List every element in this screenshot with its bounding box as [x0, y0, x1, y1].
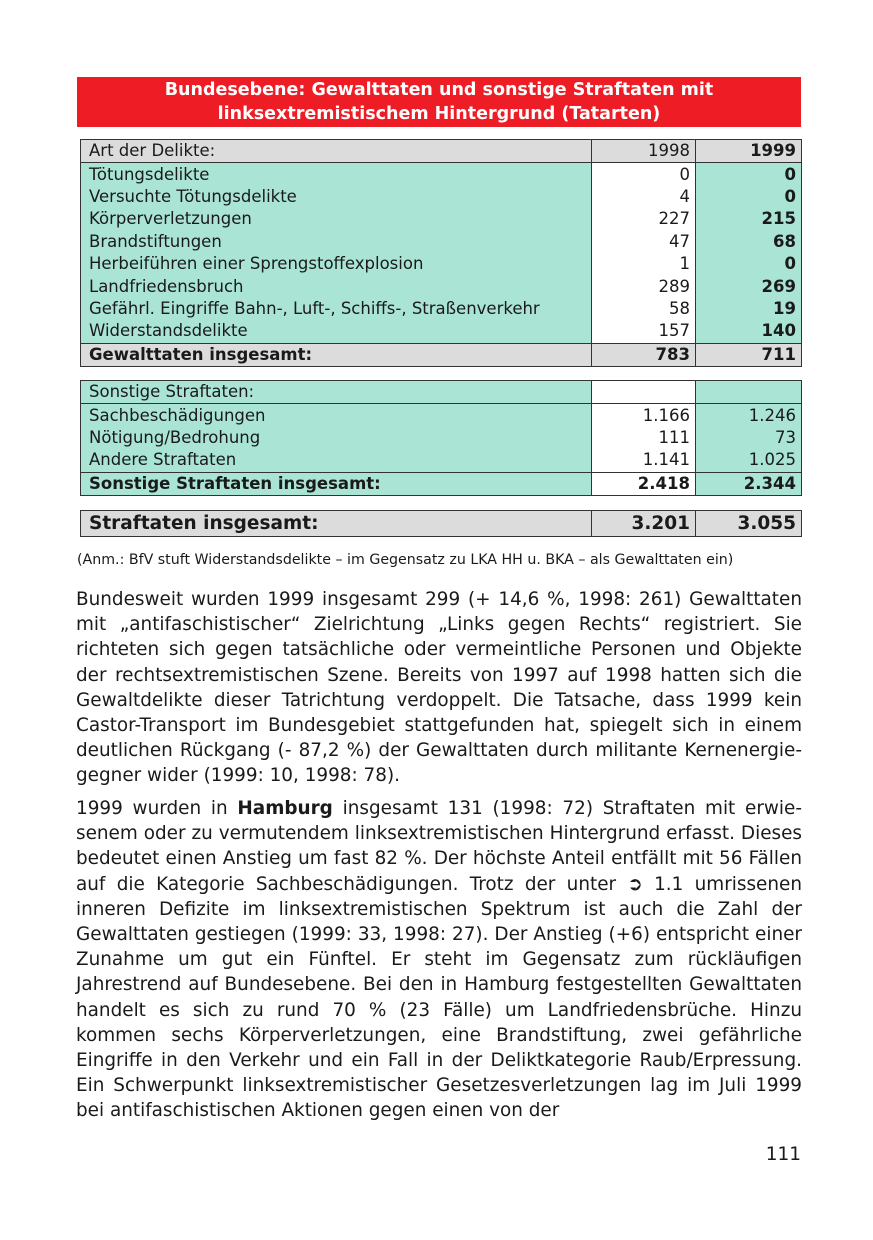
row-label: Herbeiführen einer Sprengstoffexplosion — [81, 253, 592, 275]
row-1998: 1.166 — [592, 404, 696, 427]
table-row — [81, 404, 802, 427]
table-row — [81, 320, 802, 343]
all-offences-table — [80, 510, 802, 537]
total-1998: 3.201 — [592, 511, 696, 537]
table-row — [81, 231, 802, 253]
header-1998: 1998 — [592, 140, 696, 163]
row-1998: 58 — [592, 298, 696, 320]
paragraph-2-post: 1.1 umrissenen inneren Defizite im linksextremistischen Spektrum ist auch die Zahl der Gewalttaten gestiegen (1999: 33, 1998: 27). Der Anstieg (+6) entspricht einer Zunahme um gut ein Fünftel. Er steht im Gegensatz zum rückläufigen Jahrestrend auf Bundesebene. Bei den in Hamburg festgestellten Gewalttaten handelt es sich zu rund 70 % (23 Fälle) um Landfriedensbrüche. Hinzu kommen sechs Körperverletzungen, eine Brandstiftung, zwei gefährliche Eingriffe in den Verkehr und ein Fall in der Deliktkategorie Raub/Erpressung. Ein Schwerpunkt linksextremistischer Gesetzesverletzungen lag im Juli 1999 bei antifaschistischen Aktionen gegen einen von der — [76, 873, 802, 1122]
row-1999: 140 — [696, 320, 802, 343]
other-offences-table — [80, 380, 802, 496]
table-row — [81, 449, 802, 472]
header-label: Sonstige Straftaten: — [81, 381, 592, 404]
row-1998: 0 — [592, 163, 696, 186]
row-1999: 1.025 — [696, 449, 802, 472]
row-1999: 19 — [696, 298, 802, 320]
table-total-row — [81, 343, 802, 366]
row-1999: 0 — [696, 186, 802, 208]
row-label: Brandstiftungen — [81, 231, 592, 253]
header-1999: 1999 — [696, 140, 802, 163]
row-1998: 157 — [592, 320, 696, 343]
row-1999: 68 — [696, 231, 802, 253]
header-label: Art der Delikte: — [81, 140, 592, 163]
row-1999: 269 — [696, 275, 802, 297]
row-1998: 227 — [592, 208, 696, 230]
table-row — [81, 427, 802, 449]
row-1999: 73 — [696, 427, 802, 449]
row-label: Sachbeschädigungen — [81, 404, 592, 427]
total-label: Straftaten insgesamt: — [81, 511, 592, 537]
row-1998: 1.141 — [592, 449, 696, 472]
table-total-row — [81, 511, 802, 537]
table-row — [81, 186, 802, 208]
row-label: Versuchte Tötungsdelikte — [81, 186, 592, 208]
table-row — [81, 275, 802, 297]
table-title-banner — [77, 77, 801, 127]
table-row — [81, 298, 802, 320]
table-title-line1: Bundesebene: Gewalttaten und sonstige Straftaten mit — [164, 80, 714, 100]
total-1999: 711 — [696, 343, 802, 366]
total-1999: 2.344 — [696, 472, 802, 495]
row-1998: 47 — [592, 231, 696, 253]
paragraph-2-pre: 1999 wurden in — [76, 798, 238, 819]
table-row — [81, 208, 802, 230]
total-1998: 2.418 — [592, 472, 696, 495]
table-title-line2: linksextremistischem Hintergrund (Tatarten) — [217, 104, 661, 124]
row-label: Körperverletzungen — [81, 208, 592, 230]
row-1998: 111 — [592, 427, 696, 449]
paragraph-1: Bundesweit wurden 1999 insgesamt 299 (+ 14,6 %, 1998: 261) Gewalttaten mit „antifaschistischer“ Zielrichtung „Links gegen Rechts“ registriert. Sie richteten sich gegen tatsächliche oder vermeintliche Personen und Objekte der rechtsextremistischen Szene. Bereits von 1997 auf 1998 hatten sich die Gewaltdelikte dieser Tatrichtung verdoppelt. Die Tatsache, dass 1999 kein Castor-Transport im Bundesgebiet stattgefunden hat, spiegelt sich in einem deutlichen Rückgang (- 87,2 %) der Gewalttaten durch militante Kernenergiegegner wider (1999: 10, 1998: 78). — [76, 589, 802, 787]
total-label: Sonstige Straftaten insgesamt: — [81, 472, 592, 495]
paragraph-2-bold: Hamburg — [237, 798, 333, 819]
row-label: Widerstandsdelikte — [81, 320, 592, 343]
header-1999 — [696, 381, 802, 404]
page-number: 111 — [765, 1144, 801, 1165]
row-1998: 1 — [592, 253, 696, 275]
row-label: Andere Straftaten — [81, 449, 592, 472]
row-1999: 0 — [696, 163, 802, 186]
total-1998: 783 — [592, 343, 696, 366]
table-total-row — [81, 472, 802, 495]
row-1998: 289 — [592, 275, 696, 297]
total-label: Gewalttaten insgesamt: — [81, 343, 592, 366]
table-row — [81, 253, 802, 275]
row-1998: 4 — [592, 186, 696, 208]
row-label: Landfriedensbruch — [81, 275, 592, 297]
table-note: (Anm.: BfV stuft Widerstandsdelikte – im Gegensatz zu LKA HH u. BKA – als Gewalttaten ein) — [77, 552, 734, 568]
total-1999: 3.055 — [696, 511, 802, 537]
row-label: Tötungsdelikte — [81, 163, 592, 186]
paragraph-2-mid: insgesamt 131 (1998: 72) Straftaten mit erwiesenem oder zu vermutendem linksextremistischen Hintergrund erfasst. Dieses bedeutet einen Anstieg um fast 82 %. Der höchste Anteil entfällt mit 56 Fällen auf die Kategorie Sachbeschädigungen. Trotz der unter — [76, 798, 802, 895]
table-header-row — [81, 381, 802, 404]
row-label: Nötigung/Bedrohung — [81, 427, 592, 449]
header-1998 — [592, 381, 696, 404]
row-1999: 215 — [696, 208, 802, 230]
table-row — [81, 163, 802, 186]
row-1999: 1.246 — [696, 404, 802, 427]
paragraph-2 — [76, 796, 802, 1124]
row-1999: 0 — [696, 253, 802, 275]
row-label: Gefährl. Eingriffe Bahn-, Luft-, Schiffs-, Straßenverkehr — [81, 298, 592, 320]
arrow-right-icon: ➲ — [627, 873, 643, 895]
table-header-row — [81, 140, 802, 163]
violent-offences-table — [80, 139, 802, 367]
